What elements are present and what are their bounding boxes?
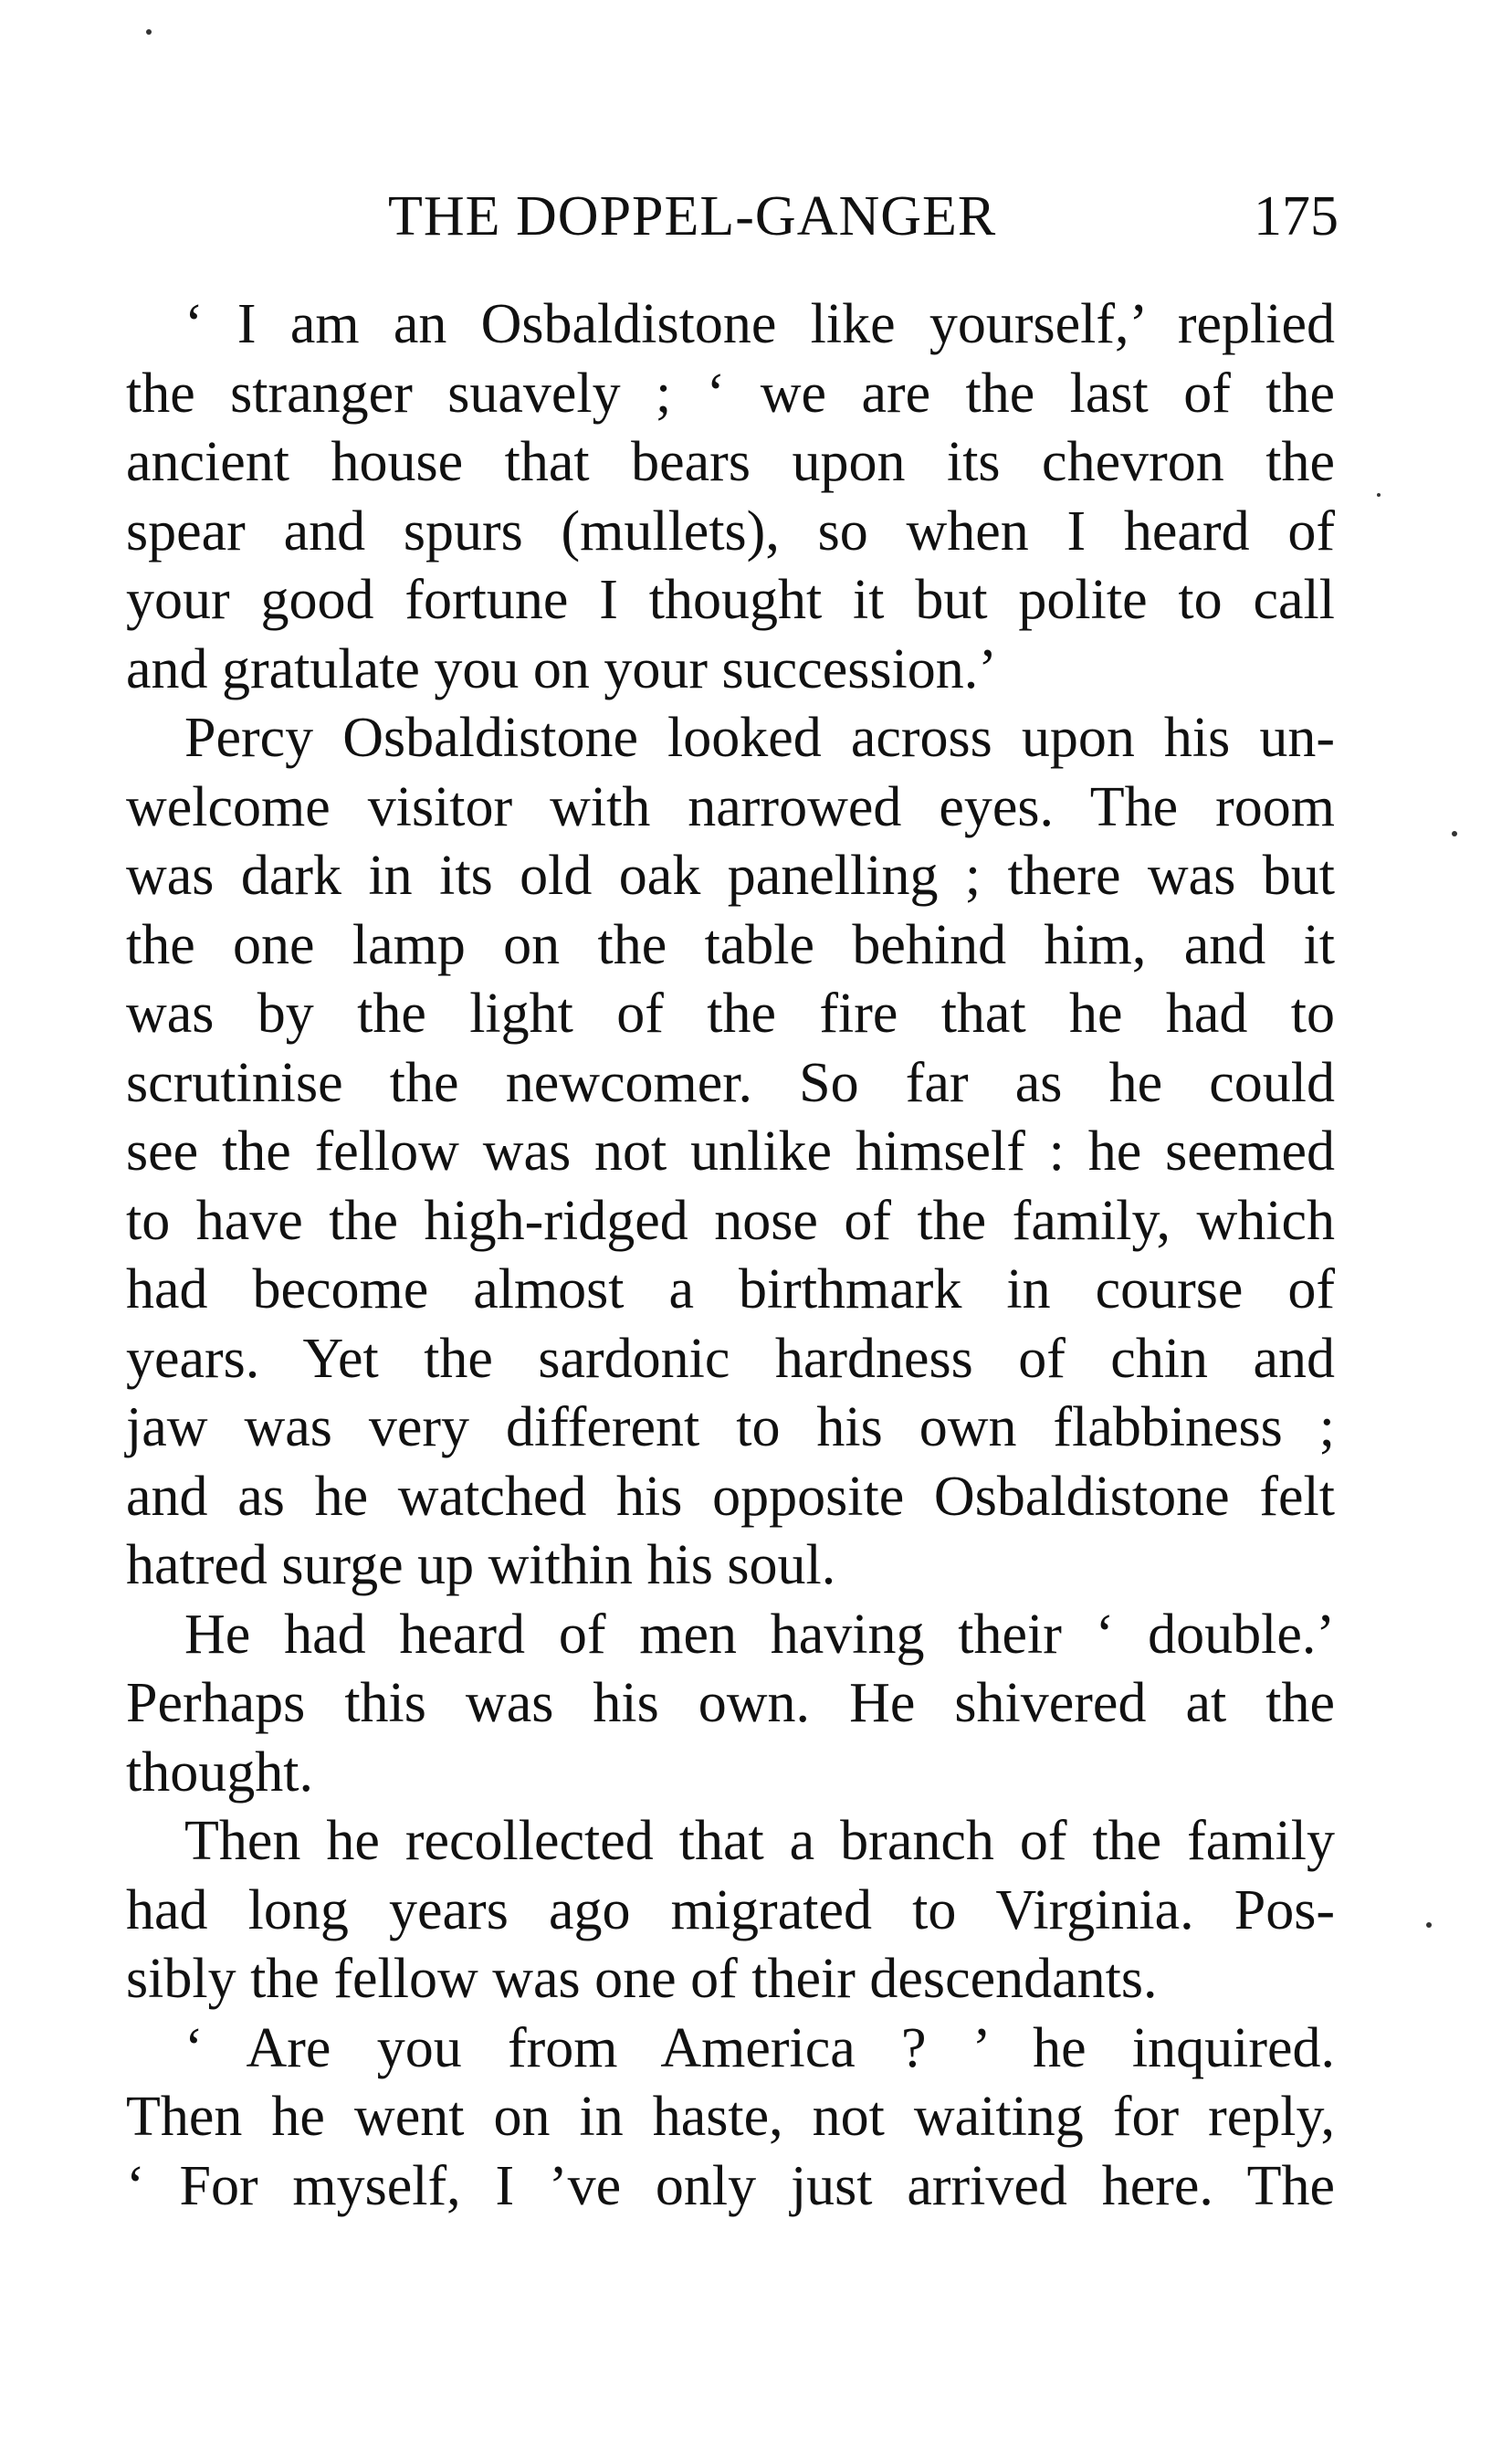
page-number: 175 bbox=[1254, 185, 1339, 247]
text-line: hatred surge up within his soul. bbox=[126, 1534, 836, 1596]
text-line: Then he went on in haste, not waiting for reply, bbox=[126, 2086, 1335, 2148]
text-line: see the fellow was not unlike himself : he seemed bbox=[126, 1120, 1335, 1183]
text-line: jaw was very different to his own flabbiness ; bbox=[126, 1396, 1335, 1458]
text-line: sibly the fellow was one of their descendants. bbox=[126, 1948, 1158, 2010]
text-line: years. Yet the sardonic hardness of chin and bbox=[126, 1327, 1335, 1390]
text-line: thought. bbox=[126, 1741, 313, 1804]
text-line: Then he recollected that a branch of the family bbox=[184, 1810, 1335, 1872]
text-line: was dark in its old oak panelling ; there was but bbox=[126, 845, 1335, 907]
text-line: had long years ago migrated to Virginia. Pos- bbox=[126, 1878, 1335, 1941]
text-line: Percy Osbaldistone looked across upon his un- bbox=[184, 707, 1335, 769]
text-line: Perhaps this was his own. He shivered at the bbox=[126, 1672, 1335, 1734]
body-text bbox=[126, 290, 1335, 2221]
scan-speck bbox=[146, 29, 152, 35]
text-line: welcome visitor with narrowed eyes. The room bbox=[126, 775, 1335, 838]
text-line: was by the light of the fire that he had to bbox=[126, 983, 1335, 1045]
text-line: He had heard of men having their ‘ double.’ bbox=[184, 1603, 1335, 1666]
text-line: the one lamp on the table behind him, and it bbox=[126, 913, 1335, 976]
text-line: had become almost a birthmark in course of bbox=[126, 1258, 1335, 1320]
running-title: THE DOPPEL-GANGER bbox=[388, 185, 997, 247]
scan-speck bbox=[1426, 1922, 1432, 1928]
scan-speck bbox=[1452, 831, 1457, 836]
running-head bbox=[0, 175, 1512, 258]
text-line: your good fortune I thought it but polite to call bbox=[126, 569, 1335, 631]
text-line: scrutinise the newcomer. So far as he could bbox=[126, 1051, 1335, 1114]
text-line: ‘ For myself, I ’ve only just arrived here. The bbox=[126, 2154, 1335, 2217]
scan-speck bbox=[1377, 493, 1381, 497]
text-line: ‘ I am an Osbaldistone like yourself,’ replied bbox=[184, 293, 1335, 355]
text-line: and as he watched his opposite Osbaldistone felt bbox=[126, 1465, 1335, 1528]
text-line: spear and spurs (mullets), so when I heard of bbox=[126, 500, 1335, 563]
text-line: to have the high-ridged nose of the family, which bbox=[126, 1189, 1335, 1252]
text-line: the stranger suavely ; ‘ we are the last of the bbox=[126, 362, 1335, 425]
text-line: ‘ Are you from America ? ’ he inquired. bbox=[184, 2016, 1335, 2079]
text-line: ancient house that bears upon its chevron the bbox=[126, 431, 1335, 493]
text-line: and gratulate you on your succession.’ bbox=[126, 637, 997, 700]
